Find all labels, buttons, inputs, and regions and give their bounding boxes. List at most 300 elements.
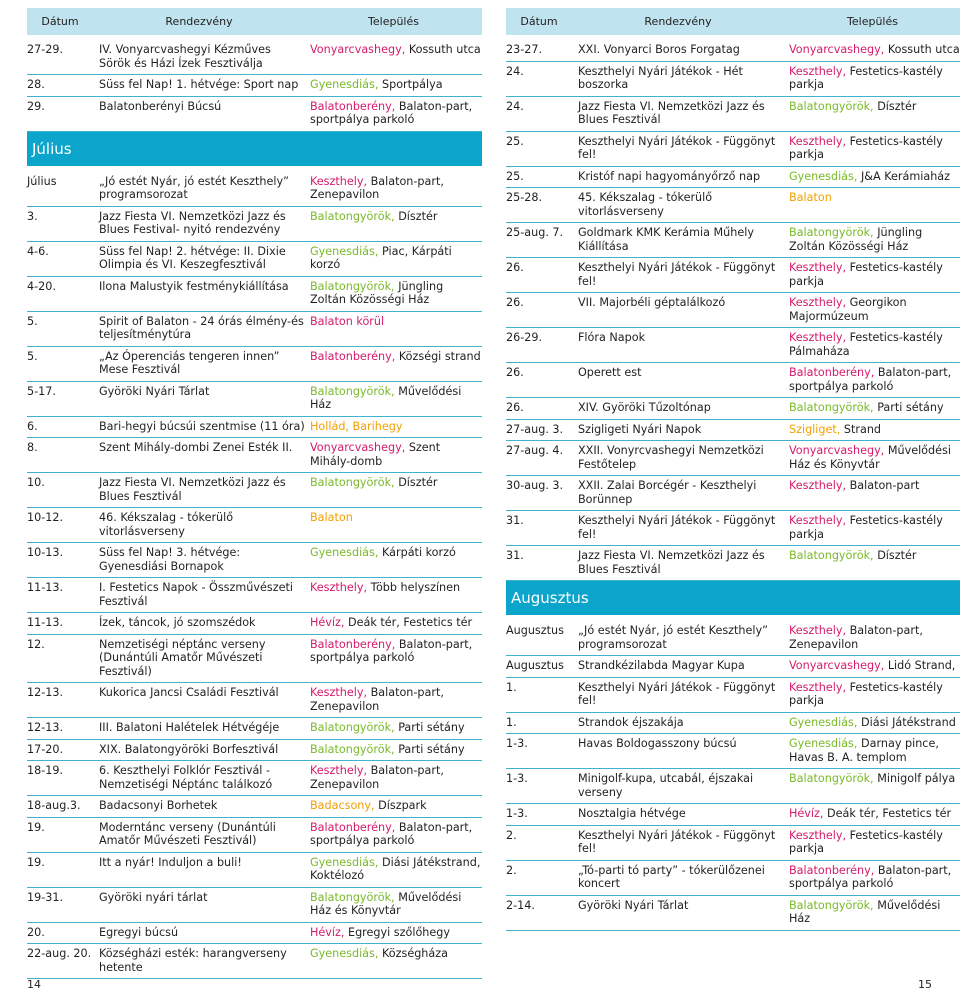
event-date: 6. [27, 419, 38, 433]
event-name: Ilona Malustyik festménykiállítása [99, 279, 289, 293]
event-location [789, 659, 960, 673]
location-town: Keszthely, [789, 296, 847, 309]
location-town: Szigliget, [789, 422, 841, 436]
event-location [789, 401, 960, 415]
event-row [27, 853, 482, 888]
location-town: Balatongyörök, [789, 401, 874, 414]
event-date: 1. [506, 715, 517, 729]
event-date: 1-3. [506, 772, 528, 785]
event-location [310, 441, 482, 468]
event-row [506, 476, 960, 511]
event-date: 26-29. [506, 331, 543, 344]
table-header [27, 8, 482, 35]
event-name: Nemzetiségi néptánc verseny (Dunántúli Amatőr Művészeti Fesztivál) [99, 637, 266, 678]
location-venue: Festetics-kastély parkja [789, 828, 943, 855]
event-location [310, 856, 482, 883]
event-name: Itt a nyár! Induljon a buli! [99, 855, 242, 869]
event-name: Községházi esték: harangverseny hetente [99, 947, 287, 974]
event-row [506, 546, 960, 581]
event-row [27, 543, 482, 578]
event-row [506, 826, 960, 861]
event-row [27, 277, 482, 312]
header-date: Dátum [41, 15, 79, 28]
event-name: Jazz Fiesta VI. Nemzetközi Jazz és Blues Fesztivál [578, 99, 765, 126]
event-location [789, 331, 960, 358]
location-venue: Balaton-part, Zenepavilon [310, 686, 444, 713]
location-venue: Festetics-kastély parkja [789, 261, 943, 288]
header-place: Település [847, 15, 898, 28]
event-name: Nosztalgia hétvége [578, 807, 686, 820]
location-venue: Kossuth utca [408, 43, 481, 56]
event-date: 26. [506, 296, 524, 309]
event-date: 25-aug. 7. [506, 226, 564, 239]
event-name: Süss fel Nap! 2. hétvége: II. Dixie Olimpia és VI. Keszegfesztivál [99, 244, 286, 271]
event-row [27, 347, 482, 382]
event-row [27, 635, 482, 684]
event-date: 10-13. [27, 546, 64, 559]
header-event: Rendezvény [644, 15, 712, 28]
location-town: Keszthely, [310, 581, 368, 594]
event-location [310, 245, 482, 272]
location-venue: Balaton-part, sportpálya parkoló [310, 99, 473, 126]
location-town: Keszthely, [789, 680, 847, 694]
event-location [789, 549, 960, 576]
location-town: Balatongyörök, [310, 209, 395, 223]
event-date: 25. [506, 169, 524, 183]
event-location [310, 799, 482, 813]
location-town: Gyenesdiás, [789, 169, 858, 183]
location-venue: Dísztér [877, 99, 917, 113]
event-date: 11-13. [27, 616, 64, 629]
event-date: 2. [506, 828, 517, 842]
location-venue: Dísztér [877, 549, 917, 562]
event-location [789, 899, 960, 926]
location-venue: Festetics-kastély parkja [789, 134, 943, 161]
event-date: 25-28. [506, 191, 543, 204]
event-location [789, 807, 960, 821]
event-date: 27-29. [27, 43, 64, 56]
location-venue: Egregyi szőlőhegy [348, 925, 451, 939]
event-row [506, 511, 960, 546]
location-town: Vonyarcvashegy, [789, 659, 885, 672]
location-town: Balatongyörök, [789, 549, 874, 562]
location-town: Keszthely, [789, 828, 847, 842]
event-location [789, 716, 960, 730]
event-name: Minigolf-kupa, utcabál, éjszakai verseny [578, 772, 754, 799]
event-name: Havas Boldogasszony búcsú [578, 737, 737, 750]
event-row [27, 97, 482, 132]
location-town: Gyenesdiás, [789, 715, 858, 729]
event-date: 17-20. [27, 742, 64, 756]
event-row [506, 188, 960, 223]
location-venue: Kossuth utca [887, 43, 960, 56]
event-name: Jazz Fiesta VI. Nemzetközi Jazz és Blues Fesztivál [99, 476, 286, 503]
event-row [27, 417, 482, 439]
event-location [310, 616, 482, 630]
location-town: Hévíz, [310, 925, 345, 939]
event-location [789, 191, 960, 218]
event-date: 24. [506, 64, 524, 78]
event-date: 1. [506, 680, 517, 694]
location-venue: Balaton-part, Zenepavilon [789, 624, 923, 651]
location-town: Balatonberény, [789, 366, 875, 379]
event-name: XXII. Vonyrcvashegyi Nemzetközi Festőtelep [578, 444, 764, 471]
event-row [506, 861, 960, 896]
event-location [310, 686, 482, 713]
location-venue: Sportpálya [382, 78, 443, 91]
event-name: Goldmark KMK Kerámia Műhely Kiállítása [578, 226, 754, 253]
event-row [506, 398, 960, 420]
event-row [27, 75, 482, 97]
event-location [789, 479, 960, 506]
event-name: Kristóf napi hagyományőrző nap [578, 169, 761, 183]
event-row [506, 441, 960, 476]
location-town: Balaton [310, 511, 353, 524]
location-town: Balatongyörök, [310, 721, 395, 734]
location-venue: Diási Játékstrand, Koktélozó [310, 855, 481, 882]
location-town: Gyenesdiás, [310, 546, 379, 559]
event-date: 22-aug. 20. [27, 947, 92, 960]
event-date: 31. [506, 514, 524, 527]
event-row [27, 818, 482, 853]
table-header [506, 8, 960, 35]
event-location [789, 514, 960, 541]
event-location [310, 638, 482, 679]
event-name: Györöki nyári tárlat [99, 890, 208, 904]
event-name: Badacsonyi Borhetek [99, 799, 218, 812]
event-date: 12-13. [27, 721, 64, 734]
event-location [310, 280, 482, 307]
location-venue: Parti sétány [398, 721, 465, 734]
event-row [27, 578, 482, 613]
event-name: Keszthelyi Nyári Játékok - Függönyt fel! [578, 514, 776, 541]
event-date: 4-20. [27, 279, 56, 293]
location-town: Vonyarcvashegy, [310, 441, 406, 454]
location-venue: Dísztér [398, 476, 438, 489]
location-venue: Balaton-part, Zenepavilon [310, 174, 444, 201]
location-venue: Balaton-part [849, 479, 920, 492]
event-date: 1-3. [506, 807, 528, 820]
event-row [506, 62, 960, 97]
location-town: Keszthely, [310, 174, 368, 188]
location-venue: Balaton-part, sportpálya parkoló [310, 820, 473, 847]
event-row [506, 678, 960, 713]
event-date: 28. [27, 78, 45, 91]
location-town: Balatongyörök, [310, 742, 395, 756]
event-location [310, 821, 482, 848]
event-row [506, 734, 960, 769]
event-date: 29. [27, 99, 45, 113]
event-date: 20. [27, 925, 45, 939]
event-location [789, 681, 960, 708]
location-venue: Balaton-part, sportpálya parkoló [789, 863, 952, 890]
event-date: 26. [506, 261, 524, 274]
location-town: Keszthely, [789, 514, 847, 527]
location-town: Keszthely, [789, 479, 847, 492]
location-town: Keszthely, [789, 331, 847, 344]
location-venue: Parti sétány [877, 401, 944, 414]
location-town: Hollád, Barihegy [310, 419, 403, 433]
page-number-left: 14 [27, 978, 41, 991]
location-town: Vonyarcvashegy, [789, 444, 885, 457]
event-date: 24. [506, 99, 524, 113]
event-date: Augusztus [506, 624, 564, 637]
event-date: 11-13. [27, 581, 64, 594]
event-date: 18-aug.3. [27, 799, 81, 812]
event-name: Operett est [578, 366, 642, 379]
event-name: Györöki Nyári Tárlat [578, 898, 689, 912]
event-name: Keszthelyi Nyári Játékok - Függönyt fel! [578, 828, 776, 855]
event-row [506, 656, 960, 678]
event-row [27, 613, 482, 635]
event-name: Keszthelyi Nyári Játékok - Hét boszorka [578, 64, 743, 91]
location-venue: Minigolf pálya [877, 772, 956, 785]
event-name: Jazz Fiesta VI. Nemzetközi Jazz és Blues Festival- nyitó rendezvény [99, 209, 286, 236]
event-name: Bari-hegyi búcsúi szentmise (11 óra) [99, 419, 305, 433]
left-page-column [27, 8, 482, 979]
location-town: Gyenesdiás, [310, 78, 379, 91]
event-row [506, 420, 960, 442]
location-town: Balatongyörök, [310, 890, 395, 904]
event-date: 12. [27, 637, 45, 651]
location-venue: Balaton-part, sportpálya parkoló [310, 637, 473, 664]
event-location [310, 926, 482, 940]
location-town: Gyenesdiás, [310, 855, 379, 869]
event-name: Süss fel Nap! 1. hétvége: Sport nap [99, 78, 299, 91]
event-name: Keszthelyi Nyári Játékok - Függönyt fel! [578, 134, 776, 161]
event-name: Strandkézilabda Magyar Kupa [578, 659, 745, 672]
event-location [789, 624, 960, 651]
location-town: Balatonberény, [789, 863, 875, 877]
event-name: XIX. Balatongyöröki Borfesztivál [99, 742, 279, 756]
event-row [506, 713, 960, 735]
event-date: 10-12. [27, 511, 64, 524]
location-town: Balatonberény, [310, 349, 396, 363]
event-row [506, 258, 960, 293]
event-row [27, 923, 482, 945]
event-date: Július [27, 174, 57, 188]
event-location [789, 43, 960, 57]
event-location [310, 546, 482, 573]
event-date: 12-13. [27, 686, 64, 699]
location-venue: Diási Játékstrand [861, 715, 956, 729]
event-location [789, 444, 960, 471]
event-date: 3. [27, 209, 38, 223]
location-venue: Dísztér [398, 209, 438, 223]
event-location [310, 175, 482, 202]
event-location [789, 261, 960, 288]
location-town: Badacsony, [310, 799, 375, 812]
header-event: Rendezvény [165, 15, 233, 28]
event-row [506, 804, 960, 826]
location-town: Balatonberény, [310, 99, 396, 113]
location-venue: Festetics-kastély parkja [789, 680, 943, 707]
event-row [27, 761, 482, 796]
event-location [310, 385, 482, 412]
event-name: „Jó estét Nyár, jó estét Keszthely” programsorozat [99, 174, 289, 201]
location-venue: Festetics-kastély parkja [789, 64, 943, 91]
location-venue: Deák tér, Festetics tér [827, 807, 952, 820]
event-name: Szent Mihály-dombi Zenei Esték II. [99, 441, 293, 454]
event-name: Moderntánc verseny (Dunántúli Amatőr Művészeti Fesztivál) [99, 820, 276, 847]
location-town: Balatongyörök, [789, 898, 874, 912]
event-name: Balatonberényi Búcsú [99, 99, 222, 113]
location-venue: Díszpark [378, 799, 427, 812]
event-location [310, 420, 482, 434]
event-date: 2-14. [506, 898, 535, 912]
event-row [27, 718, 482, 740]
event-name: III. Balatoni Halételek Hétvégéje [99, 721, 280, 734]
location-town: Gyenesdiás, [310, 947, 379, 960]
event-date: 5. [27, 314, 38, 328]
location-venue: Georgikon Majormúzeum [789, 296, 907, 323]
event-name: 45. Kékszalag - tókerülő vitorlásverseny [578, 191, 713, 218]
header-date: Dátum [520, 15, 558, 28]
event-list-right [506, 40, 960, 931]
event-row [506, 363, 960, 398]
location-town: Balaton körül [310, 314, 385, 328]
location-venue: Strand [843, 422, 882, 436]
location-town: Hévíz, [310, 616, 345, 629]
location-town: Balatongyörök, [789, 772, 874, 785]
event-location [789, 423, 960, 437]
event-date: 18-19. [27, 764, 64, 777]
location-venue: Művelődési Ház és Könyvtár [789, 444, 951, 471]
event-name: „Jó estét Nyár, jó estét Keszthely” programsorozat [578, 624, 768, 651]
location-town: Balatonberény, [310, 637, 396, 651]
location-town: Keszthely, [789, 624, 847, 637]
location-town: Keszthely, [310, 686, 368, 699]
event-name: Györöki Nyári Tárlat [99, 384, 210, 398]
event-location [310, 891, 482, 918]
event-date: 10. [27, 476, 45, 489]
event-name: XXI. Vonyarci Boros Forgatag [578, 43, 740, 56]
event-location [789, 170, 960, 184]
location-venue: Lidó Strand, [887, 659, 956, 672]
event-row [27, 382, 482, 417]
event-location [789, 100, 960, 127]
event-location [789, 226, 960, 253]
location-venue: Festetics-kastély Pálmaháza [789, 331, 943, 358]
location-town: Hévíz, [789, 807, 824, 820]
location-town: Balatongyörök, [310, 279, 395, 293]
event-location [310, 315, 482, 342]
event-location [310, 764, 482, 791]
event-date: 5. [27, 349, 38, 363]
location-venue: Művelődési Ház és Könyvtár [310, 890, 462, 917]
event-location [310, 78, 482, 92]
location-venue: Festetics-kastély parkja [789, 514, 943, 541]
location-town: Balatongyörök, [310, 476, 395, 489]
event-date: 30-aug. 3. [506, 479, 564, 492]
header-place: Település [368, 15, 419, 28]
event-location [310, 511, 482, 538]
location-town: Balatonberény, [310, 820, 396, 834]
location-venue: Parti sétány [398, 742, 465, 756]
event-location [310, 476, 482, 503]
event-location [310, 581, 482, 608]
event-date: 4-6. [27, 244, 49, 258]
location-venue: Balaton-part, sportpálya parkoló [789, 366, 952, 393]
event-row [27, 944, 482, 979]
event-row [27, 508, 482, 543]
event-location [310, 100, 482, 127]
event-location [789, 737, 960, 764]
event-name: Keszthelyi Nyári Játékok - Függönyt fel! [578, 680, 776, 707]
event-date: 31. [506, 549, 524, 562]
event-name: IV. Vonyarcvashegyi Kézműves Sörök és Házi Ízek Fesztiválja [99, 43, 271, 70]
event-name: Spirit of Balaton - 24 órás élmény-és teljesítménytúra [99, 314, 304, 341]
event-row [506, 769, 960, 804]
location-venue: Művelődési Ház [789, 898, 941, 925]
event-row [27, 40, 482, 75]
event-date: 1-3. [506, 737, 528, 750]
location-town: Balatongyörök, [310, 384, 395, 398]
location-venue: J&A Kerámiaház [861, 169, 951, 183]
event-row [506, 97, 960, 132]
location-venue: Darnay pince, Havas B. A. templom [789, 737, 939, 764]
event-location [310, 743, 482, 757]
location-venue: Jüngling Zoltán Közösségi Ház [789, 226, 923, 253]
event-name: Keszthelyi Nyári Játékok - Függönyt fel! [578, 261, 776, 288]
event-date: 19. [27, 820, 45, 834]
event-row [27, 207, 482, 242]
event-row [506, 328, 960, 363]
location-town: Gyenesdiás, [310, 244, 379, 258]
event-date: 25. [506, 134, 524, 148]
event-row [506, 896, 960, 931]
event-row [506, 40, 960, 62]
event-row [506, 621, 960, 656]
event-name: Szigligeti Nyári Napok [578, 422, 702, 436]
event-location [789, 296, 960, 323]
event-name: „Az Óperenciás tengeren innen” Mese Fesztivál [99, 349, 280, 376]
event-name: Kukorica Jancsi Családi Fesztivál [99, 686, 279, 699]
event-location [789, 366, 960, 393]
event-date: 27-aug. 3. [506, 422, 564, 436]
event-name: VII. Majorbéli géptalálkozó [578, 296, 726, 309]
location-town: Balaton [789, 191, 832, 204]
event-row [506, 293, 960, 328]
event-name: 6. Keszthelyi Folklór Fesztivál - Nemzetiségi Néptánc találkozó [99, 764, 273, 791]
event-name: Flóra Napok [578, 331, 646, 344]
event-name: Egregyi búcsú [99, 925, 179, 939]
event-name: Ízek, táncok, jó szomszédok [99, 616, 256, 629]
location-venue: Balaton-part, Zenepavilon [310, 764, 444, 791]
event-location [789, 864, 960, 891]
event-date: 19. [27, 855, 45, 869]
month-heading: Július [27, 132, 482, 166]
location-venue: Jüngling Zoltán Közösségi Ház [310, 279, 444, 306]
location-venue: Művelődési Ház [310, 384, 462, 411]
event-row [27, 888, 482, 923]
location-town: Keszthely, [789, 261, 847, 274]
event-date: 27-aug. 4. [506, 444, 564, 457]
location-town: Balatongyörök, [789, 99, 874, 113]
event-location [789, 135, 960, 162]
location-venue: Községháza [382, 947, 448, 960]
event-date: 19-31. [27, 890, 64, 904]
event-name: 46. Kékszalag - tókerülő vitorlásverseny [99, 511, 234, 538]
event-name: Süss fel Nap! 3. hétvége: Gyenesdiási Bornapok [99, 546, 241, 573]
location-venue: Szent Mihály-domb [310, 441, 441, 468]
event-list-left [27, 40, 482, 979]
page-number-right: 15 [918, 978, 932, 991]
event-name: XIV. Györöki Tűzoltónap [578, 401, 711, 414]
event-name: I. Festetics Napok - Összművészeti Fesztivál [99, 581, 293, 608]
event-row [27, 172, 482, 207]
event-date: 23-27. [506, 43, 543, 56]
